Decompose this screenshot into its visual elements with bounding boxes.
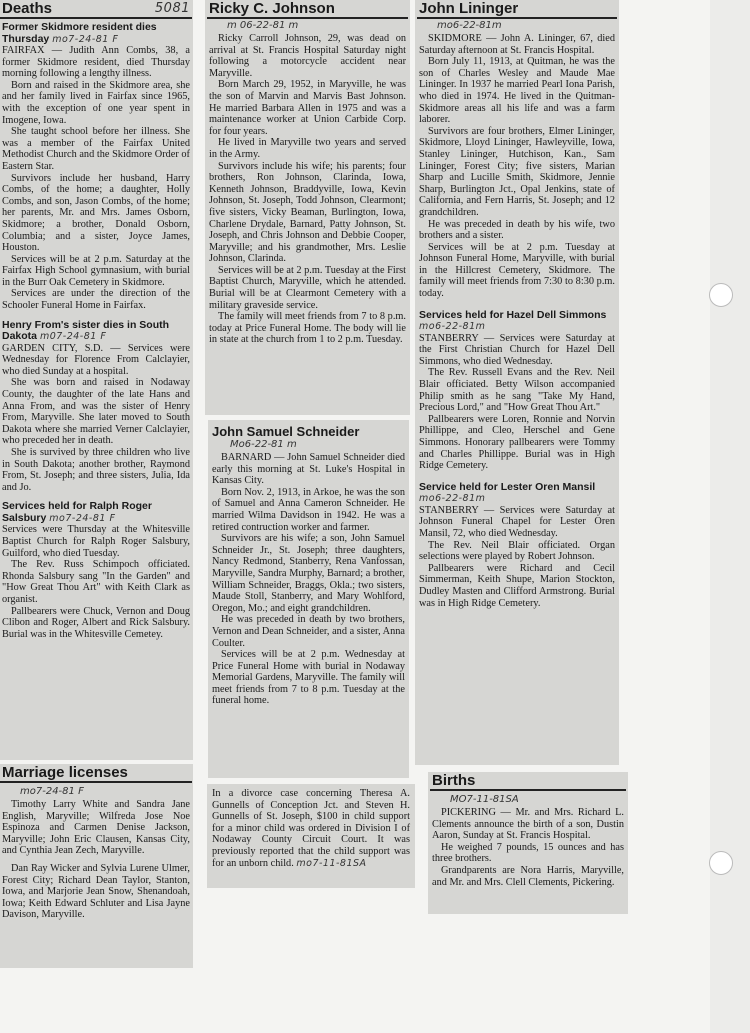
- mansil-p2: The Rev. Neil Blair officiated. Organ selections were played by Robert Johnson.: [419, 539, 615, 563]
- obit-salsbury-title: Services held for Ralph Roger Salsbury mo7-24-81 F: [2, 500, 152, 524]
- schneider-p2: Born Nov. 2, 1913, in Arkoe, he was the son of Samuel and Anna Cameron Schneider. He married Wilma Davidson in 1942. He was a retired contruction worker and farmer.: [212, 486, 405, 533]
- births-p1: PICKERING — Mr. and Mrs. Richard L. Clements announce the birth of a son, Dustin Aaron, Sunday at St. Francis Hospital.: [432, 807, 624, 842]
- deaths-note: 5081: [154, 1, 190, 16]
- mansil-p1: STANBERRY — Services were Saturday at Johnson Funeral Chapel for Lester Oren Mansil, 72, who died Wednesday.: [419, 504, 615, 539]
- schneider-header: John Samuel Schneider: [212, 424, 360, 439]
- obit-combs-p1: FAIRFAX — Judith Ann Combs, 38, a former Skidmore resident, died Thursday morning following a lengthy illness.: [2, 45, 190, 80]
- deaths-header: [0, 0, 192, 19]
- lininger-column: [415, 0, 619, 765]
- obit-from-p2: She was born and raised in Nodaway County, the daughter of the late Hans and Anna From, and was the sister of Henry From, Maryville. She later moved to South Dakota where she married Verner Calclayier, who preceded her in death.: [2, 377, 190, 447]
- ricky-p2: Born March 29, 1952, in Maryville, he was the son of Marvin and Marvis Bast Johnson. He married Barbara Allen in 1975 and was a maintenance worker at Union Carbide Corp. for four years.: [209, 79, 406, 137]
- obit-from-p1: GARDEN CITY, S.D. — Services were Wednesday for Florence From Calclayier, who died Sunday at a hospital.: [2, 342, 190, 377]
- obit-combs-p6: Services are under the direction of the Schooler Funeral Home in Fairfax.: [2, 288, 190, 312]
- schneider-p4: He was preceded in death by two brothers, Vernon and Dean Schneider, and a sister, Anna Coulter.: [212, 614, 405, 649]
- deaths-column: [0, 0, 193, 760]
- obit-combs-p4: Survivors include her husband, Harry Combs, of the home; a daughter, Holly Combs, and son, Jason Combs, of the home; her parents, Mr. and Mrs. James Osborn, Skidmore; a brother, Donald Osborn, Columbia; and a sister, Joyce James, Houston.: [2, 172, 190, 254]
- lininger-p3: Survivors are four brothers, Elmer Lininger, Skidmore, Lloyd Lininger, Hawleyville, Iowa, Stanley Lininger, Hutchison, Kan., Sam Lininger, Forest City; five sisters, Marian Sharp and Lucille Smith, Skidmore, Jennie Sharp, Burlington Jct., Opal Jenkins, state of California, and Fern Harris, St. Joseph; and 12 grandchildren.: [419, 125, 615, 218]
- births-hand-note: MO7-11-81SA: [450, 794, 519, 805]
- schneider-clipping: [208, 420, 409, 778]
- simmons-title: Services held for Hazel Dell Simmons mo6-22-81m: [419, 308, 607, 333]
- ricky-header: Ricky C. Johnson: [207, 0, 408, 19]
- obit-combs-p3: She taught school before her illness. She was a member of the Fairfax United Methodist Church and the Skidmore Order of Eastern Star.: [2, 126, 190, 172]
- obit-salsbury-p3: Pallbearers were Chuck, Vernon and Doug Clibon and Roger, Albert and Rick Salsbury. Burial was in the Whitesville Cemetey.: [2, 605, 190, 640]
- lininger-p4: He was preceded in death by his wife, two brothers and a sister.: [419, 218, 615, 242]
- schneider-p3: Survivors are his wife; a son, John Samuel Schneider Jr., St. Joseph; three daughters, Nancy Redmond, Stanberry, Rena Vanfossan, Maryville, Sandra Murphy, Barnard; a brother, William Schneider, Braggs, Okla.; two sisters, Maude Stoll, Stanberry, and Mary Wohlford, Oregon, Mo.; and eight grandchildren.: [212, 533, 405, 614]
- obit-from-p3: She is survived by three children who live in South Dakota; another brother, Raymond From, St. Joseph; and three sisters, Julia, Ida and Jo.: [2, 447, 190, 493]
- schneider-p1: BARNARD — John Samuel Schneider died early this morning at St. Luke's Hospital in Kansas City.: [212, 452, 405, 487]
- ricky-p1: Ricky Carroll Johnson, 29, was dead on arrival at St. Francis Hospital Saturday night following a motorcycle accident near Maryville.: [209, 33, 406, 79]
- births-header: Births: [430, 772, 626, 791]
- page-edge: [710, 0, 750, 1033]
- divorce-clipping: [207, 784, 415, 888]
- lininger-p1: SKIDMORE — John A. Lininger, 67, died Saturday afternoon at St. Francis Hospital.: [419, 33, 615, 56]
- obit-salsbury-p1: Services were Thursday at the Whitesville Baptist Church for Ralph Roger Salsbury, Guilford, who died Tuesday.: [2, 524, 190, 559]
- lininger-p5: Services will be at 2 p.m. Tuesday at Johnson Funeral Home, Maryville, with burial in the Hillcrest Cemetery, Skidmore. The family will meet friends from 7:30 to 8:30 p.m. today.: [419, 241, 615, 300]
- marriage-p2: Dan Ray Wicker and Sylvia Lurene Ulmer, Forest City; Richard Dean Taylor, Stanton, Iowa, and Marjorie Jean Snow, Shenandoah, Iowa; Keith Edward Schluter and Lisa Jayne Davison, Maryville.: [2, 862, 190, 921]
- mansil-p3: Pallbearers were Richard and Cecil Simmerman, Keith Shupe, Marion Stockton, Dudley Masten and Clifford Armstrong. Burial was in High Ridge Cemetery.: [419, 562, 615, 609]
- simmons-p3: Pallbearers were Loren, Ronnie and Norvin Phillippe, and Cleo, Herschel and Gene Simmons. Honorary pallbearers were Tommy and Charles Phillippe. Burial was in High Ridge Cemetery.: [419, 413, 615, 472]
- obit-from-title: Henry From's sister dies in South Dakota m07-24-81 F: [2, 318, 170, 343]
- deaths-title: Deaths: [2, 0, 53, 17]
- lininger-header: John Lininger: [417, 0, 617, 19]
- ricky-p3: He lived in Maryville two years and served in the Army.: [209, 137, 406, 160]
- births-p3: Grandparents are Nora Harris, Maryville, and Mr. and Mrs. Clell Clements, Pickering.: [432, 864, 624, 888]
- mansil-title: Service held for Lester Oren Mansil mo6-22-81m: [419, 480, 596, 505]
- punch-hole-bottom: [709, 851, 733, 875]
- lininger-hand-note: mo6-22-81m: [437, 20, 502, 31]
- schneider-hand-note: Mo6-22-81 m: [230, 439, 297, 450]
- marriage-header: Marriage licenses: [0, 764, 192, 783]
- schneider-p5: Services will be at 2 p.m. Wednesday at Price Funeral Home with burial in Nodaway Memorial Gardens, Maryville. The family will meet friends from 7 to 8 p.m. Tuesday at the funeral home.: [212, 649, 405, 707]
- punch-hole-top: [709, 283, 733, 307]
- ricky-johnson-clipping: [205, 0, 410, 415]
- births-clipping: [428, 772, 628, 914]
- ricky-p4: Survivors include his wife; his parents; four brothers, Ron Johnson, Clarinda, Iowa, Kenneth Johnson, Braddyville, Iowa, Kevin Johnson, St. Joseph, Todd Johnson, Clearmont; five sisters, Vicky Beaman, Burlington, Iowa, Charlene Drydale, Barnard, Patty Johnson, St. Joseph, and Chris Johnson and Debbie Cooper, Maryville; and his grandmother, Mrs. Leslie Johnson, Clarinda.: [209, 160, 406, 265]
- ricky-p5: Services will be at 2 p.m. Tuesday at the First Baptist Church, Maryville, which he attended. Burial will be at Clearmont Cemetery with a military graveside service.: [209, 264, 406, 311]
- simmons-p2: The Rev. Russell Evans and the Rev. Neil Blair officiated. Betty Wilson accompanied Philip smith as he sang "Take My Hand, Precious Lord," and "How Great Thou Art.": [419, 367, 615, 414]
- obit-combs-p5: Services will be at 2 p.m. Saturday at the Fairfax High School gymnasium, with burial in the Burr Oak Cemetery in Skidmore.: [2, 253, 190, 288]
- marriage-p1: Timothy Larry White and Sandra Jane English, Maryville; Wilfreda Jose Noe Espinoza and Carmen Denise Jackson, Maryville; John Eric Clausen, Kansas City, and Cynthia Jean Zech, Maryville.: [2, 799, 190, 857]
- marriage-licenses-clipping: [0, 764, 193, 968]
- ricky-hand-note: m 06-22-81 m: [227, 20, 299, 31]
- marriage-hand-note: mo7-24-81 F: [20, 786, 84, 797]
- simmons-p1: STANBERRY — Services were Saturday at the First Christian Church for Hazel Dell Simmons, who died Wednesday.: [419, 332, 615, 367]
- obit-combs-p2: Born and raised in the Skidmore area, she and her family lived in Fairfax since 1965, with the exception of one year spent in Imogene, Iowa.: [2, 79, 190, 126]
- divorce-p1: In a divorce case concerning Theresa A. Gunnells of Conception Jct. and Steven H. Gunnells of St. Joseph, $100 in child support for a minor child was ordered in Division I of Nodaway County Circuit Court. It was previously reported that the child support was for an unborn child. mo7-11-81SA: [212, 788, 410, 869]
- obit-salsbury-p2: The Rev. Russ Schimpoch officiated. Rhonda Salsbury sang "In the Garden" and "How Great Thou Art" with Keith Clark as organist.: [2, 559, 190, 605]
- births-p2: He weighed 7 pounds, 15 ounces and has three brothers.: [432, 841, 624, 865]
- lininger-p2: Born July 11, 1913, at Quitman, he was the son of Charles Wesley and Maude Mae Lininger. In 1937 he married Pearl Iona Parish, who died in 1974. He lived in the Quitman-Skidmore areas all his life and was a farm laborer.: [419, 56, 615, 126]
- divorce-hand-note: mo7-11-81SA: [296, 857, 367, 869]
- ricky-p6: The family will meet friends from 7 to 8 p.m. today at Price Funeral Home. The body will lie in state at the church from 1 to 2 p.m. Tuesday.: [209, 311, 406, 346]
- obit-combs-title: Former Skidmore resident dies Thursday mo7-24-81 F: [2, 21, 157, 45]
